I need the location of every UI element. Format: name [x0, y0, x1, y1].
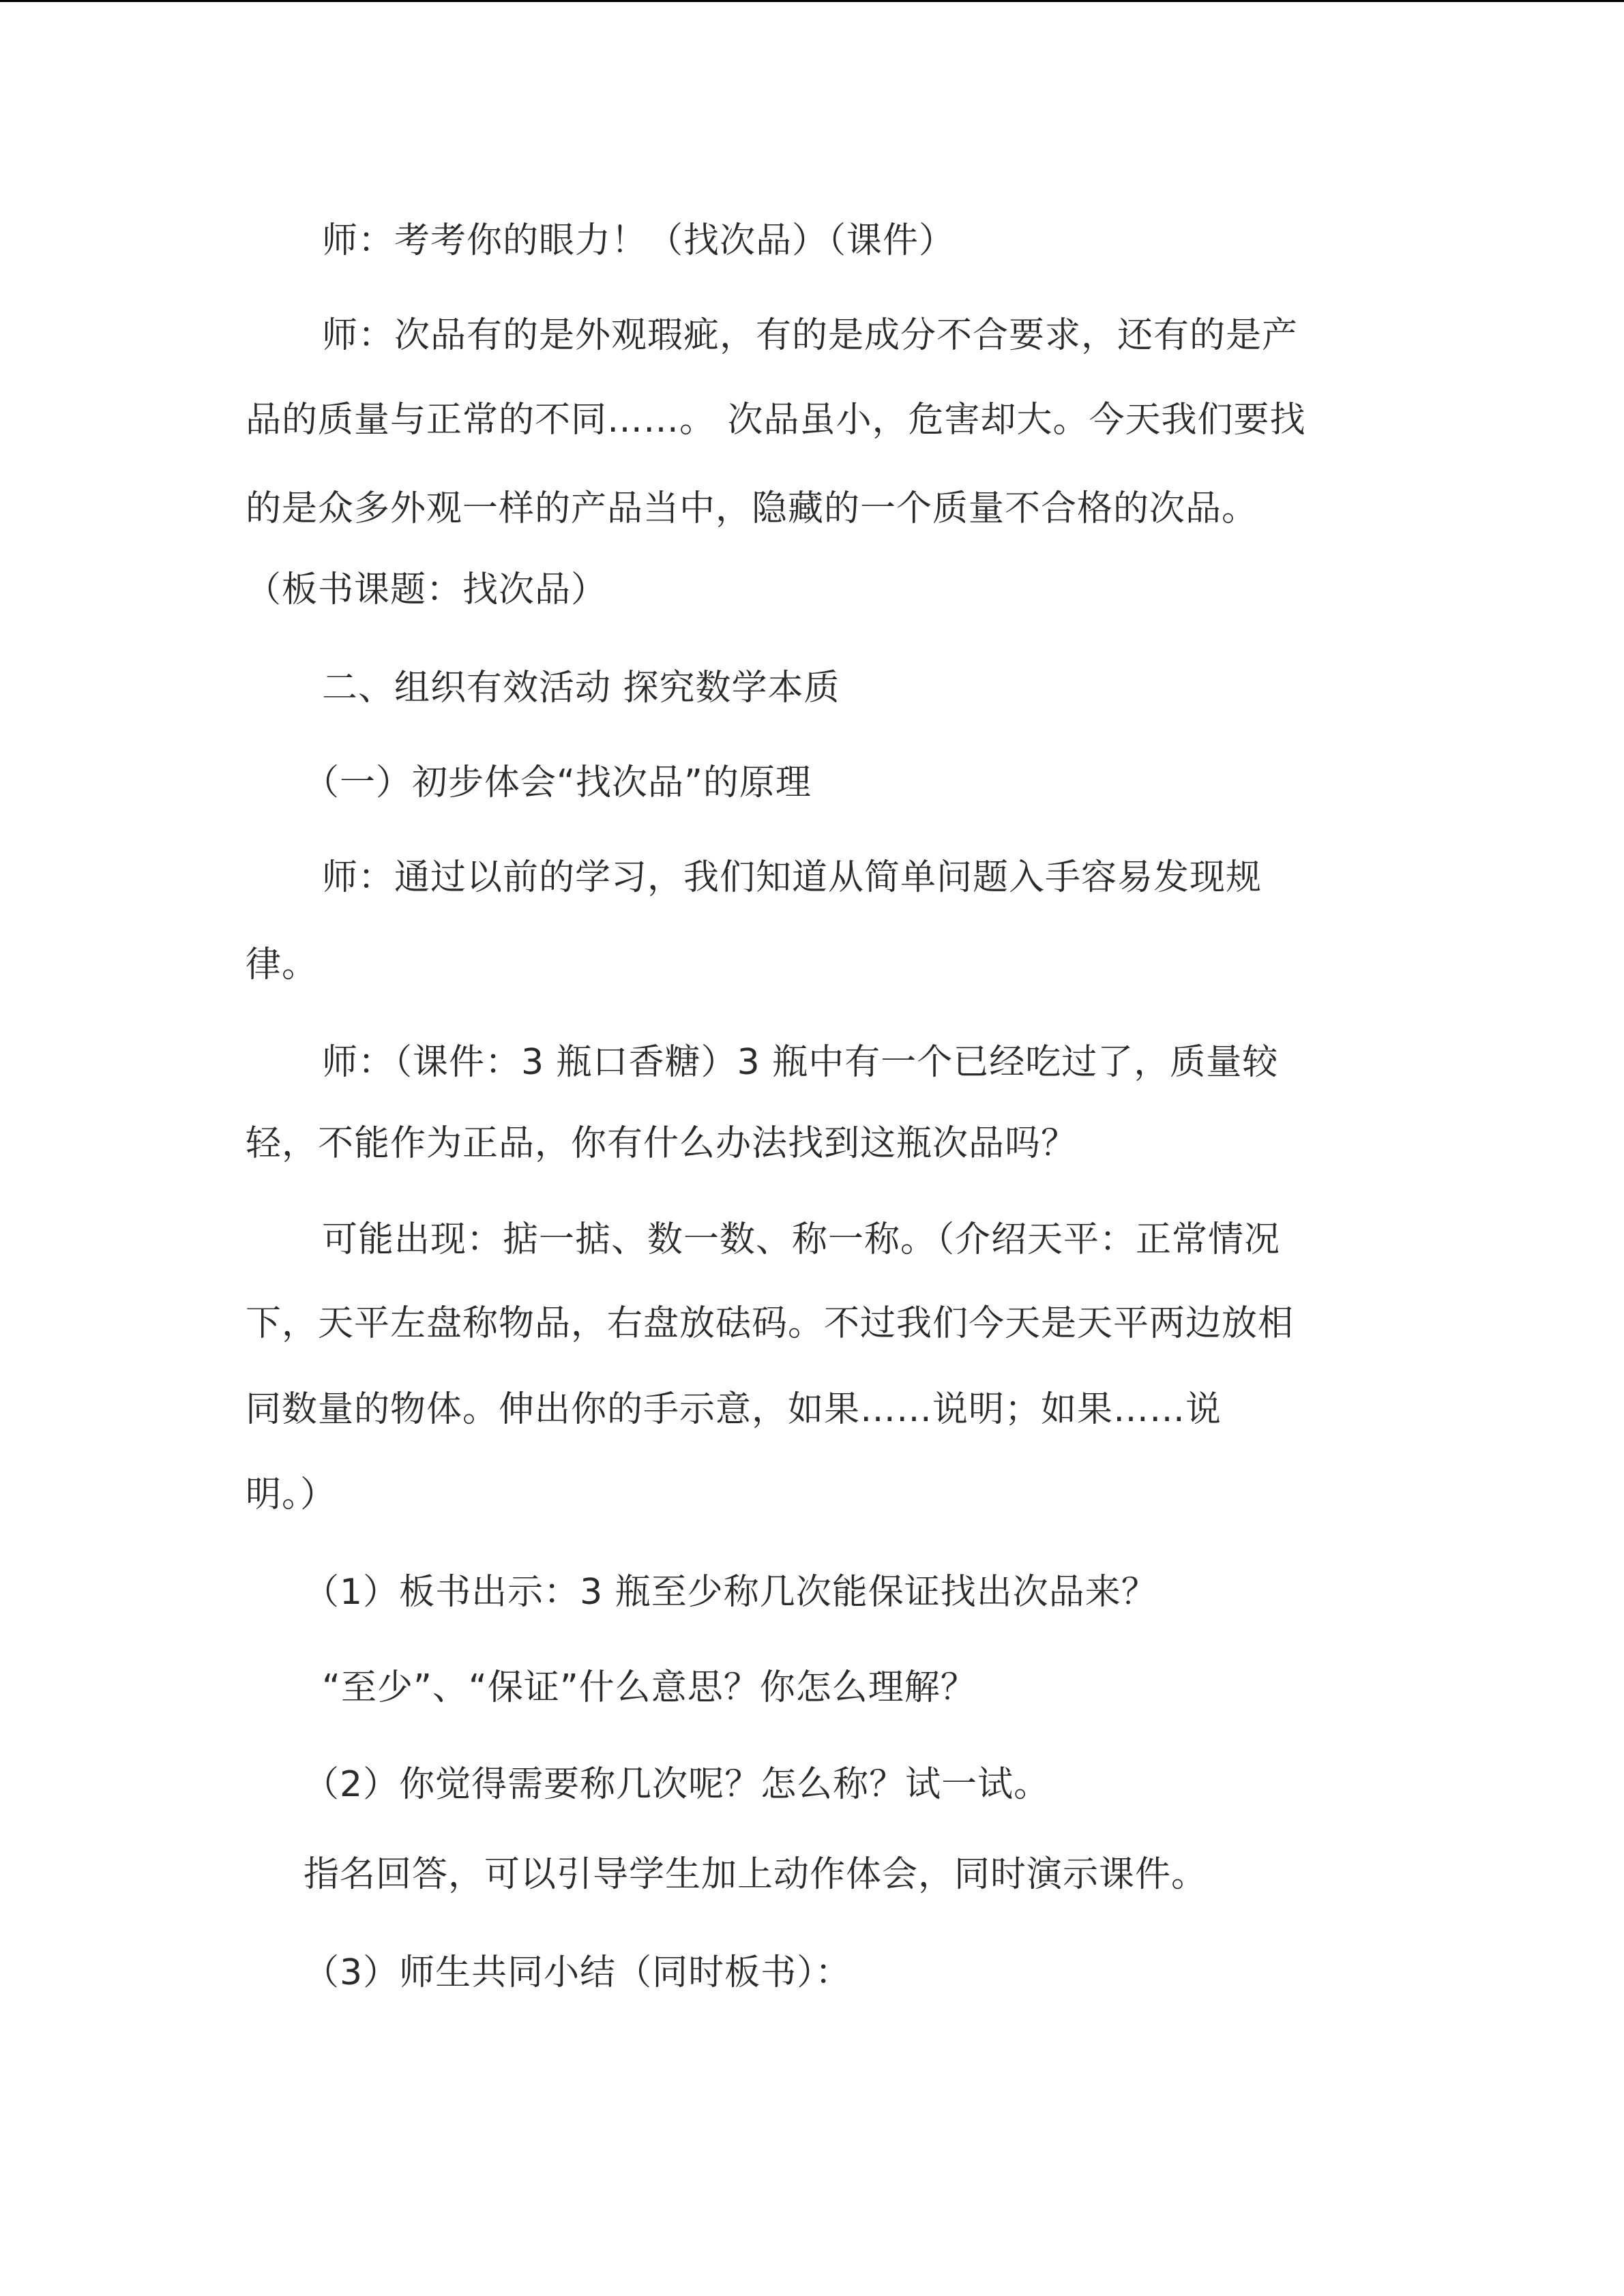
- paragraph-line: 师：通过以前的学习，我们知道从简单问题入手容易发现规: [322, 857, 1263, 898]
- subsection-heading: （一）初步体会“找次品”的原理: [304, 762, 812, 803]
- list-item: （1）板书出示：3 瓶至少称几次能保证找出次品来？: [304, 1572, 1157, 1613]
- section-heading: 二、组织有效活动 探究数学本质: [322, 668, 840, 709]
- list-item: （3）师生共同小结（同时板书）：: [304, 1952, 852, 1993]
- paragraph-line: 轻，不能作为正品，你有什么办法找到这瓶次品吗？: [246, 1123, 1078, 1164]
- paragraph-line: 师：（课件：3 瓶口香糖）3 瓶中有一个已经吃过了，质量较: [322, 1042, 1279, 1083]
- paragraph-line: 律。: [246, 944, 319, 985]
- paragraph-line: 可能出现：掂一掂、数一数、称一称。（介绍天平：正常情况: [322, 1219, 1281, 1260]
- paragraph-line: 的是众多外观一样的产品当中，隐藏的一个质量不合格的次品。: [246, 488, 1258, 529]
- paragraph-line: 指名回答，可以引导学生加上动作体会，同时演示课件。: [304, 1854, 1208, 1895]
- paragraph-line: 师：考考你的眼力！（找次品）（课件）: [322, 220, 956, 261]
- paragraph-line: 同数量的物体。伸出你的手示意，如果……说明；如果……说: [246, 1389, 1222, 1430]
- paragraph-line: “至少”、“保证”什么意思？你怎么理解？: [322, 1667, 977, 1708]
- paragraph-line: （板书课题：找次品）: [246, 569, 608, 610]
- paragraph-line: 明。）: [246, 1474, 337, 1515]
- paragraph-line: 下，天平左盘称物品，右盘放砝码。不过我们今天是天平两边放相: [246, 1303, 1295, 1344]
- paragraph-line: 品的质量与正常的不同……。 次品虽小，危害却大。今天我们要找: [246, 400, 1306, 441]
- list-item: （2）你觉得需要称几次呢？怎么称？试一试。: [304, 1764, 1050, 1805]
- paragraph-line: 师：次品有的是外观瑕疵，有的是成分不合要求，还有的是产: [322, 315, 1299, 356]
